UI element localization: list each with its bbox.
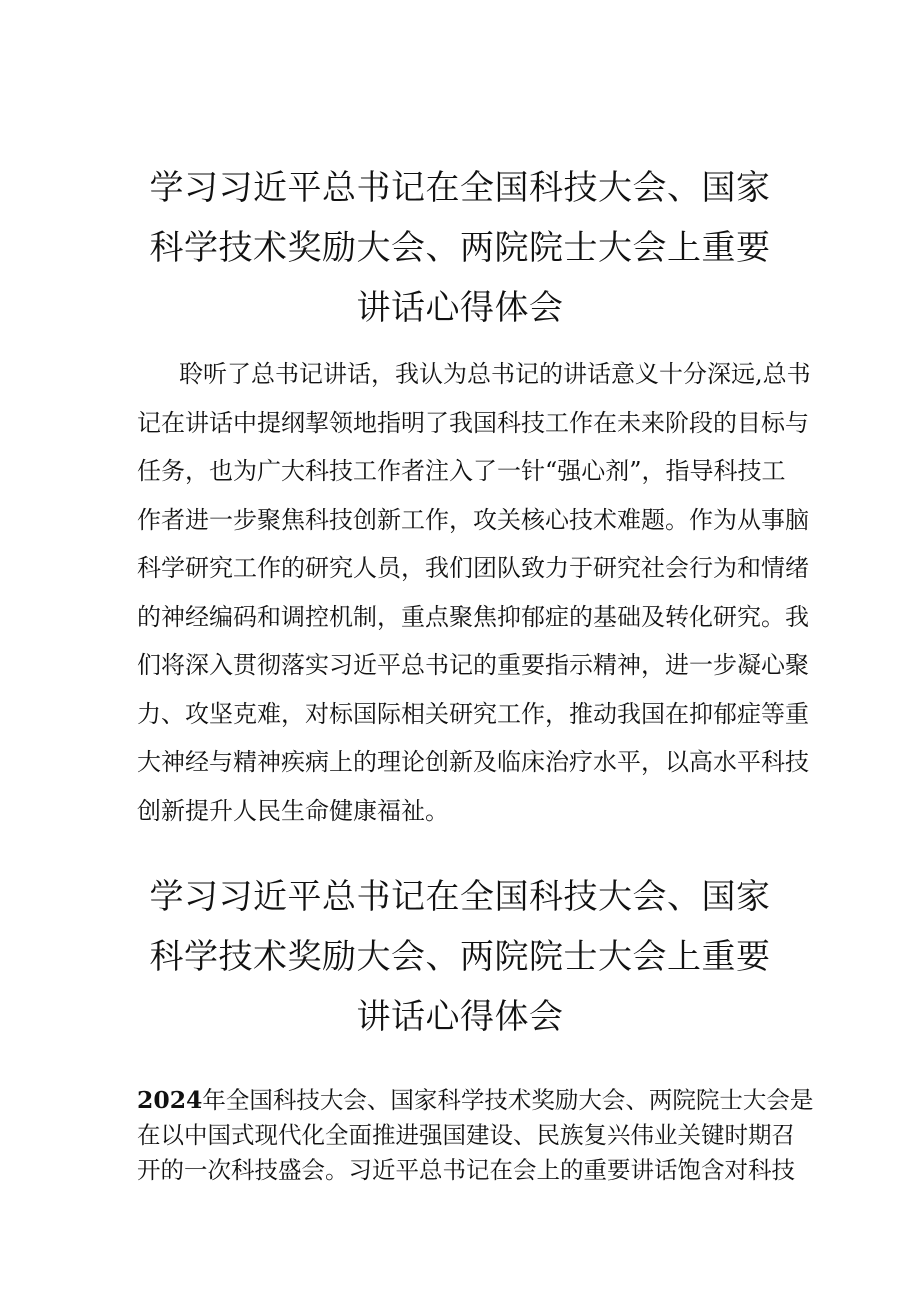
title-line: 学习习近平总书记在全国科技大会、国家 [149, 168, 771, 208]
title-line: 讲话心得体会 [356, 997, 564, 1037]
section-2-title [100, 867, 820, 1047]
paragraph-line: 在以中国式现代化全面推进强国建设、民族复兴伟业关键时期召 [137, 1121, 795, 1149]
title-line: 科学技术奖励大会、两院院士大会上重要 [149, 228, 771, 268]
paragraph-line: 开的一次科技盛会。习近平总书记在会上的重要讲话饱含对科技 [137, 1156, 795, 1184]
title-line: 学习习近平总书记在全国科技大会、国家 [149, 877, 771, 917]
paragraph-line [137, 1083, 814, 1118]
year-number: 2024 [137, 1086, 203, 1114]
paragraph-line: 的神经编码和调控机制，重点聚焦抑郁症的基础及转化研究。我 [137, 602, 809, 631]
paragraph-line: 们将深入贯彻落实习近平总书记的重要指示精神，进一步凝心聚 [137, 651, 809, 679]
section-2-paragraph [137, 1083, 814, 1188]
paragraph-line: 任务，也为广大科技工作者注入了一针“强心剂”，指导科技工 [137, 457, 786, 485]
title-line: 讲话心得体会 [356, 288, 564, 328]
paragraph-line: 创新提升人民生命健康福祉。 [137, 796, 449, 825]
paragraph-line: 大神经与精神疾病上的理论创新及临床治疗水平，以高水平科技 [137, 748, 809, 776]
paragraph-line: 记在讲话中提纲挈领地指明了我国科技工作在未来阶段的目标与 [137, 408, 809, 437]
title-line: 科学技术奖励大会、两院院士大会上重要 [149, 937, 771, 977]
paragraph-line: 作者进一步聚焦科技创新工作，攻关核心技术难题。作为从事脑 [137, 505, 809, 534]
section-1-title [100, 158, 820, 338]
paragraph-line: 力、攻坚克难，对标国际相关研究工作，推动我国在抑郁症等重 [137, 699, 809, 728]
paragraph-line: 科学研究工作的研究人员，我们团队致力于研究社会行为和情绪 [137, 554, 809, 582]
paragraph-line-text: 年全国科技大会、国家科学技术奖励大会、两院院士大会是 [202, 1086, 814, 1114]
section-1-paragraph [137, 350, 811, 835]
paragraph-line: 聆听了总书记讲话，我认为总书记的讲话意义十分深远,总书 [179, 360, 811, 388]
